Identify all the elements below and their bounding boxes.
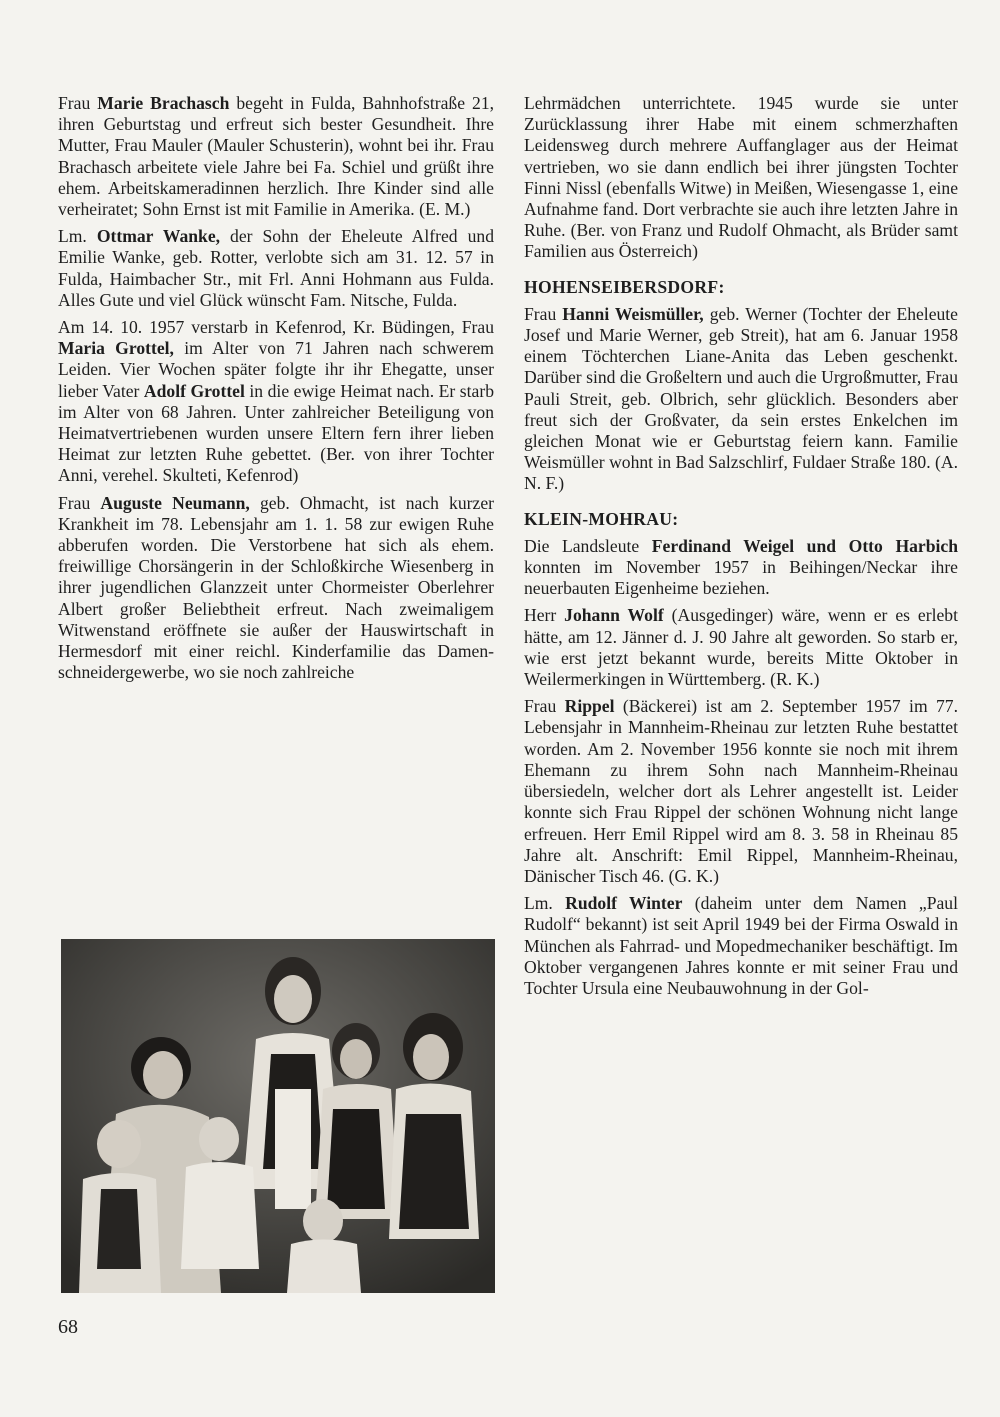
paragraph-rippel: Frau Rippel (Bäckerei) ist am 2. September 1957 im 77. Lebensjahr in Mannheim-Rheinau zur letzten Ruhe bestattet worden. Am 2. November 1956 konnte sie noch mit ihrem Ehemann zu ihrem Sohn nach Mannheim-Rheinau übersiedeln, welcher dort als Lehrer angestellt ist. Leider konnte sich Frau Rippel der schönen Wohnung nicht lange erfreuen. Herr Emil Rippel wird am 8. 3. 58 in Rheinau 85 Jahre alt. Anschrift: Emil Rippel, Mannheim-Rheinau, Dänischer Tisch 46. (G. K.) (524, 696, 958, 886)
name-bold: Ferdinand Weigel und Otto Harbich (651, 535, 958, 556)
section-heading-klein-mohrau: KLEIN-MOHRAU: (524, 508, 679, 529)
name-bold: Rippel (564, 696, 615, 717)
paragraph-wanke: Lm. Ottmar Wanke, der Sohn der Eheleute Alfred und Emilie Wanke, geb. Rotter, verlobte sich am 31. 12. 57 in Fulda, Haimbacher Str., mit Frl. Anni Hohmann aus Fulda. Alles Gute und viel Glück wünscht Fam. Nitsche, Fulda. (58, 226, 494, 310)
paragraph-brachasch: Frau Marie Brachasch begeht in Fulda, Bahnhofstraße 21, ihren Geburtstag und erfreut sich bester Gesundheit. Ihre Mutter, Frau Mauler (Mauler Schusterin), wohnt bei ihr. Frau Brachasch arbeitete viele Jahre bei Fa. Schiel und grüßt ihre ehem. Arbeitskameradinnen herzlich. Ihre Kinder sind alle verheiratet; Sohn Ernst ist mit Familie in Amerika. (E. M.) (58, 93, 495, 220)
photo-illustration (61, 939, 495, 1293)
family-group-photo (61, 939, 495, 1293)
paragraph-winter: Lm. Rudolf Winter (daheim unter dem Namen „Paul Rudolf“ bekannt) ist seit April 1949 bei der Firma Oswald in München als Fahrrad- und Mopedmechaniker beschäftigt. Im Oktober vergangenen Jahres konnte er mit seiner Frau und Tochter Ursula eine Neubauwohnung in der Gol- (524, 893, 958, 998)
page-number: 68 (58, 1316, 78, 1338)
name-bold: Auguste Neumann, (100, 492, 250, 513)
name-bold: Maria Grottel, (58, 338, 174, 359)
name-bold: Johann Wolf (564, 605, 664, 626)
section-heading-hohenseibersdorf: HOHENSEIBERSDORF: (524, 276, 725, 297)
paragraph-wolf: Herr Johann Wolf (Ausgedinger) wäre, wenn er es erlebt hätte, am 12. Jänner d. J. 90 Jahre alt geworden. So starb er, wie erst jetzt bekannt wurde, bereits Mitte Oktober in Weilermerkingen in Württemberg. (R. K.) (524, 605, 958, 690)
name-bold: Adolf Grottel (143, 380, 245, 401)
left-column (58, 93, 494, 689)
name-bold: Hanni Weismüller, (562, 303, 704, 324)
name-bold: Ottmar Wanke, (96, 226, 221, 247)
right-column (524, 93, 958, 1005)
paragraph-weigel-harbich: Die Landsleute Ferdinand Weigel und Otto Harbich konnten im November 1957 in Beihingen/Neckar ihre neuerbauten Eigenheime beziehen. (524, 535, 958, 599)
name-bold: Marie Brachasch (97, 93, 230, 113)
paragraph-neumann: Frau Auguste Neumann, geb. Ohmacht, ist nach kurzer Krankheit im 78. Lebensjahr am 1. 1. 58 zur ewigen Ruhe abberufen worden. Die Verstorbene hat sich als ehem. freiwillige Chorsängerin in der Schloßkirche Wiesenberg in ihrer jugendlichen Glanzzeit unter Chormeister Oberlehrer Albert großer Beliebtheit erfreut. Nach zweimaligem Witwenstand eröffnete sie außer der Hauswirtschaft in Hermesdorf mit einer reichl. Kinderfamilie das Damenschneidergewerbe, wo sie noch zahlreiche (58, 492, 494, 683)
name-bold: Rudolf Winter (565, 893, 683, 914)
paragraph-grottel: Am 14. 10. 1957 verstarb in Kefenrod, Kr. Büdingen, Frau Maria Grottel, im Alter von 71 Jahren nach schwerem Leiden. Vier Wochen später folgte ihr ihr Ehegatte, unser lieber Vater Adolf Grottel in die ewige Heimat nach. Er starb im Alter von 68 Jahren. Unter zahlreicher Beteiligung von Heimatvertriebenen wurden unsere Eltern fern ihrer lieben Heimat zur letzten Ruhe gebettet. (Ber. von ihrer Tochter Anni, verehel. Skulteti, Kefenrod) (58, 317, 494, 486)
paragraph-neumann-continued: Lehrmädchen unterrichtete. 1945 wurde sie unter Zurücklassung ihrer Habe mit einem schmerzhaften Leidensweg durch mehrere Auffanglager aus der Heimat vertrieben, wo sie dann endlich bei ihrer jüngsten Tochter Finni Nissl (ebenfalls Witwe) in Meißen, Wiesengasse 1, eine Aufnahme fand. Dort verbrachte sie auch ihre letzten Jahre in Ruhe. (Ber. von Franz und Rudolf Ohmacht, als Brüder samt Familien aus Österreich) (524, 93, 958, 262)
paragraph-weismueller: Frau Hanni Weismüller, geb. Werner (Tochter der Eheleute Josef und Marie Werner, geb Streit), hat am 6. Januar 1958 einem Töchterchen Liane-Anita das Leben geschenkt. Darüber sind die Großeltern und auch die Urgroßmutter, Frau Pauli Streit, geb. Olbrich, sehr glücklich. Besonders aber freut sich der Großvater, da sein erstes Enkelchen im gleichen Monat wie er Geburtstag feiern kann. Familie Weismüller wohnt in Bad Salzschlirf, Fuldaer Straße 180. (A. N. F.) (524, 303, 958, 494)
